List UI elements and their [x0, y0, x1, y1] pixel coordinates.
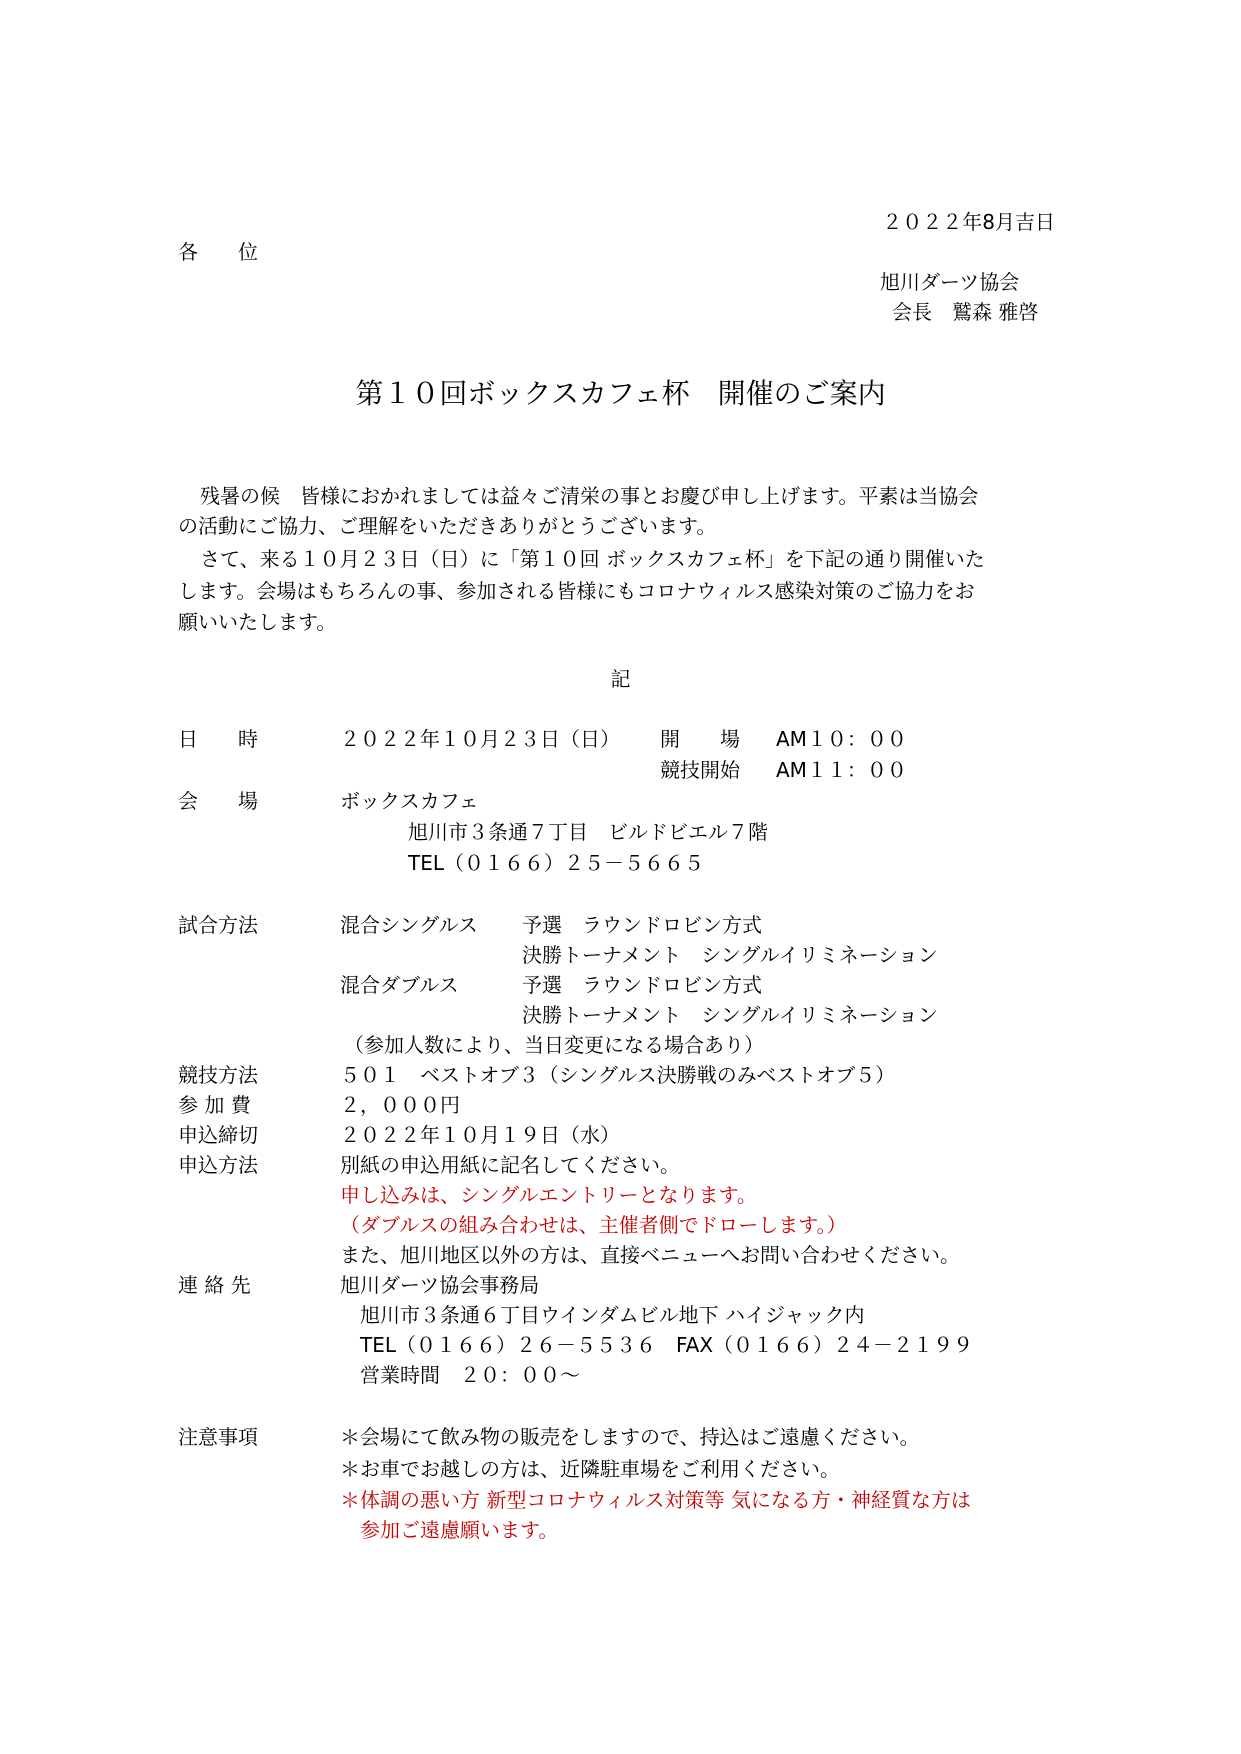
format-singles-final: 決勝トーナメント シングルイリミネーション	[522, 943, 938, 967]
contact-address: 旭川市３条通６丁目ウインダムビル地下 ハイジャック内	[360, 1303, 865, 1327]
game-value: ５０１ ベストオブ３（シングルス決勝戦のみベストオブ５）	[340, 1063, 896, 1087]
sender-org: 旭川ダーツ協会	[880, 270, 1020, 294]
start-label: 競技開始	[660, 758, 740, 782]
datetime-label: 日 時	[178, 727, 258, 751]
format-label: 試合方法	[178, 913, 258, 937]
deadline-label: 申込締切	[178, 1123, 258, 1147]
intro-line-3: さて、来る１０月２３日（日）に「第１０回 ボックスカフェ杯」を下記の通り開催いた	[200, 547, 985, 571]
start-time: AM１１：００	[776, 758, 907, 782]
deadline-value: ２０２２年１０月１９日（水）	[340, 1123, 620, 1147]
open-label: 開 場	[660, 727, 740, 751]
ki-heading: 記	[610, 667, 631, 691]
notes-line-3: ＊体調の悪い方 新型コロナウィルス対策等 気になる方・神経質な方は	[340, 1488, 971, 1512]
intro-line-1: 残暑の候 皆様におかれましては益々ご清栄の事とお慶び申し上げます。平素は当協会	[200, 484, 979, 508]
intro-line-4: します。会場はもちろんの事、参加される皆様にもコロナウィルス感染対策のご協力をお	[178, 579, 975, 603]
format-doubles: 混合ダブルス	[340, 973, 459, 997]
venue-tel: TEL（０１６６）２５－５６６５	[408, 851, 704, 875]
venue-address: 旭川市３条通７丁目 ビルドビエル７階	[408, 820, 768, 844]
datetime-date: ２０２２年１０月２３日（日）	[340, 727, 620, 751]
format-doubles-final: 決勝トーナメント シングルイリミネーション	[522, 1003, 938, 1027]
intro-line-2: の活動にご協力、ご理解をいただきありがとうございます。	[178, 514, 717, 538]
format-singles: 混合シングルス	[340, 913, 478, 937]
apply-line-4: また、旭川地区以外の方は、直接ベニューへお問い合わせください。	[340, 1243, 960, 1267]
apply-line-1: 別紙の申込用紙に記名してください。	[340, 1153, 680, 1177]
apply-label: 申込方法	[178, 1153, 258, 1177]
page-title: 第１０回ボックスカフェ杯 開催のご案内	[355, 377, 886, 410]
recipient: 各 位	[178, 240, 258, 264]
fee-label: 参 加 費	[178, 1093, 251, 1117]
apply-line-2: 申し込みは、シングルエントリーとなります。	[340, 1183, 757, 1207]
notes-line-4: 参加ご遠慮願います。	[360, 1518, 559, 1542]
notes-line-2: ＊お車でお越しの方は、近隣駐車場をご利用ください。	[340, 1457, 840, 1481]
format-doubles-prelim: 予選 ラウンドロビン方式	[522, 973, 762, 997]
fee-value: ２，０００円	[340, 1093, 460, 1117]
document-date: ２０２２年8月吉日	[882, 210, 1055, 234]
open-time: AM１０：００	[776, 727, 907, 751]
notes-label: 注意事項	[178, 1425, 258, 1449]
format-note: （参加人数により、当日変更になる場合あり）	[344, 1033, 764, 1057]
format-singles-prelim: 予選 ラウンドロビン方式	[522, 913, 762, 937]
contact-org: 旭川ダーツ協会事務局	[340, 1273, 540, 1297]
game-label: 競技方法	[178, 1063, 258, 1087]
venue-label: 会 場	[178, 789, 258, 813]
contact-telfax: TEL（０１６６）２６－５５３６ FAX（０１６６）２４－２１９９	[360, 1333, 974, 1357]
apply-line-3: （ダブルスの組み合わせは、主催者側でドローします。）	[340, 1213, 847, 1237]
intro-line-5: 願いいたします。	[178, 610, 337, 634]
sender-name: 会長 鷲森 雅啓	[892, 300, 1039, 324]
notes-line-1: ＊会場にて飲み物の販売をしますので、持込はご遠慮ください。	[340, 1425, 920, 1449]
venue-name: ボックスカフェ	[340, 789, 479, 813]
contact-hours: 営業時間 ２０：００～	[360, 1363, 580, 1387]
contact-label: 連 絡 先	[178, 1273, 251, 1297]
